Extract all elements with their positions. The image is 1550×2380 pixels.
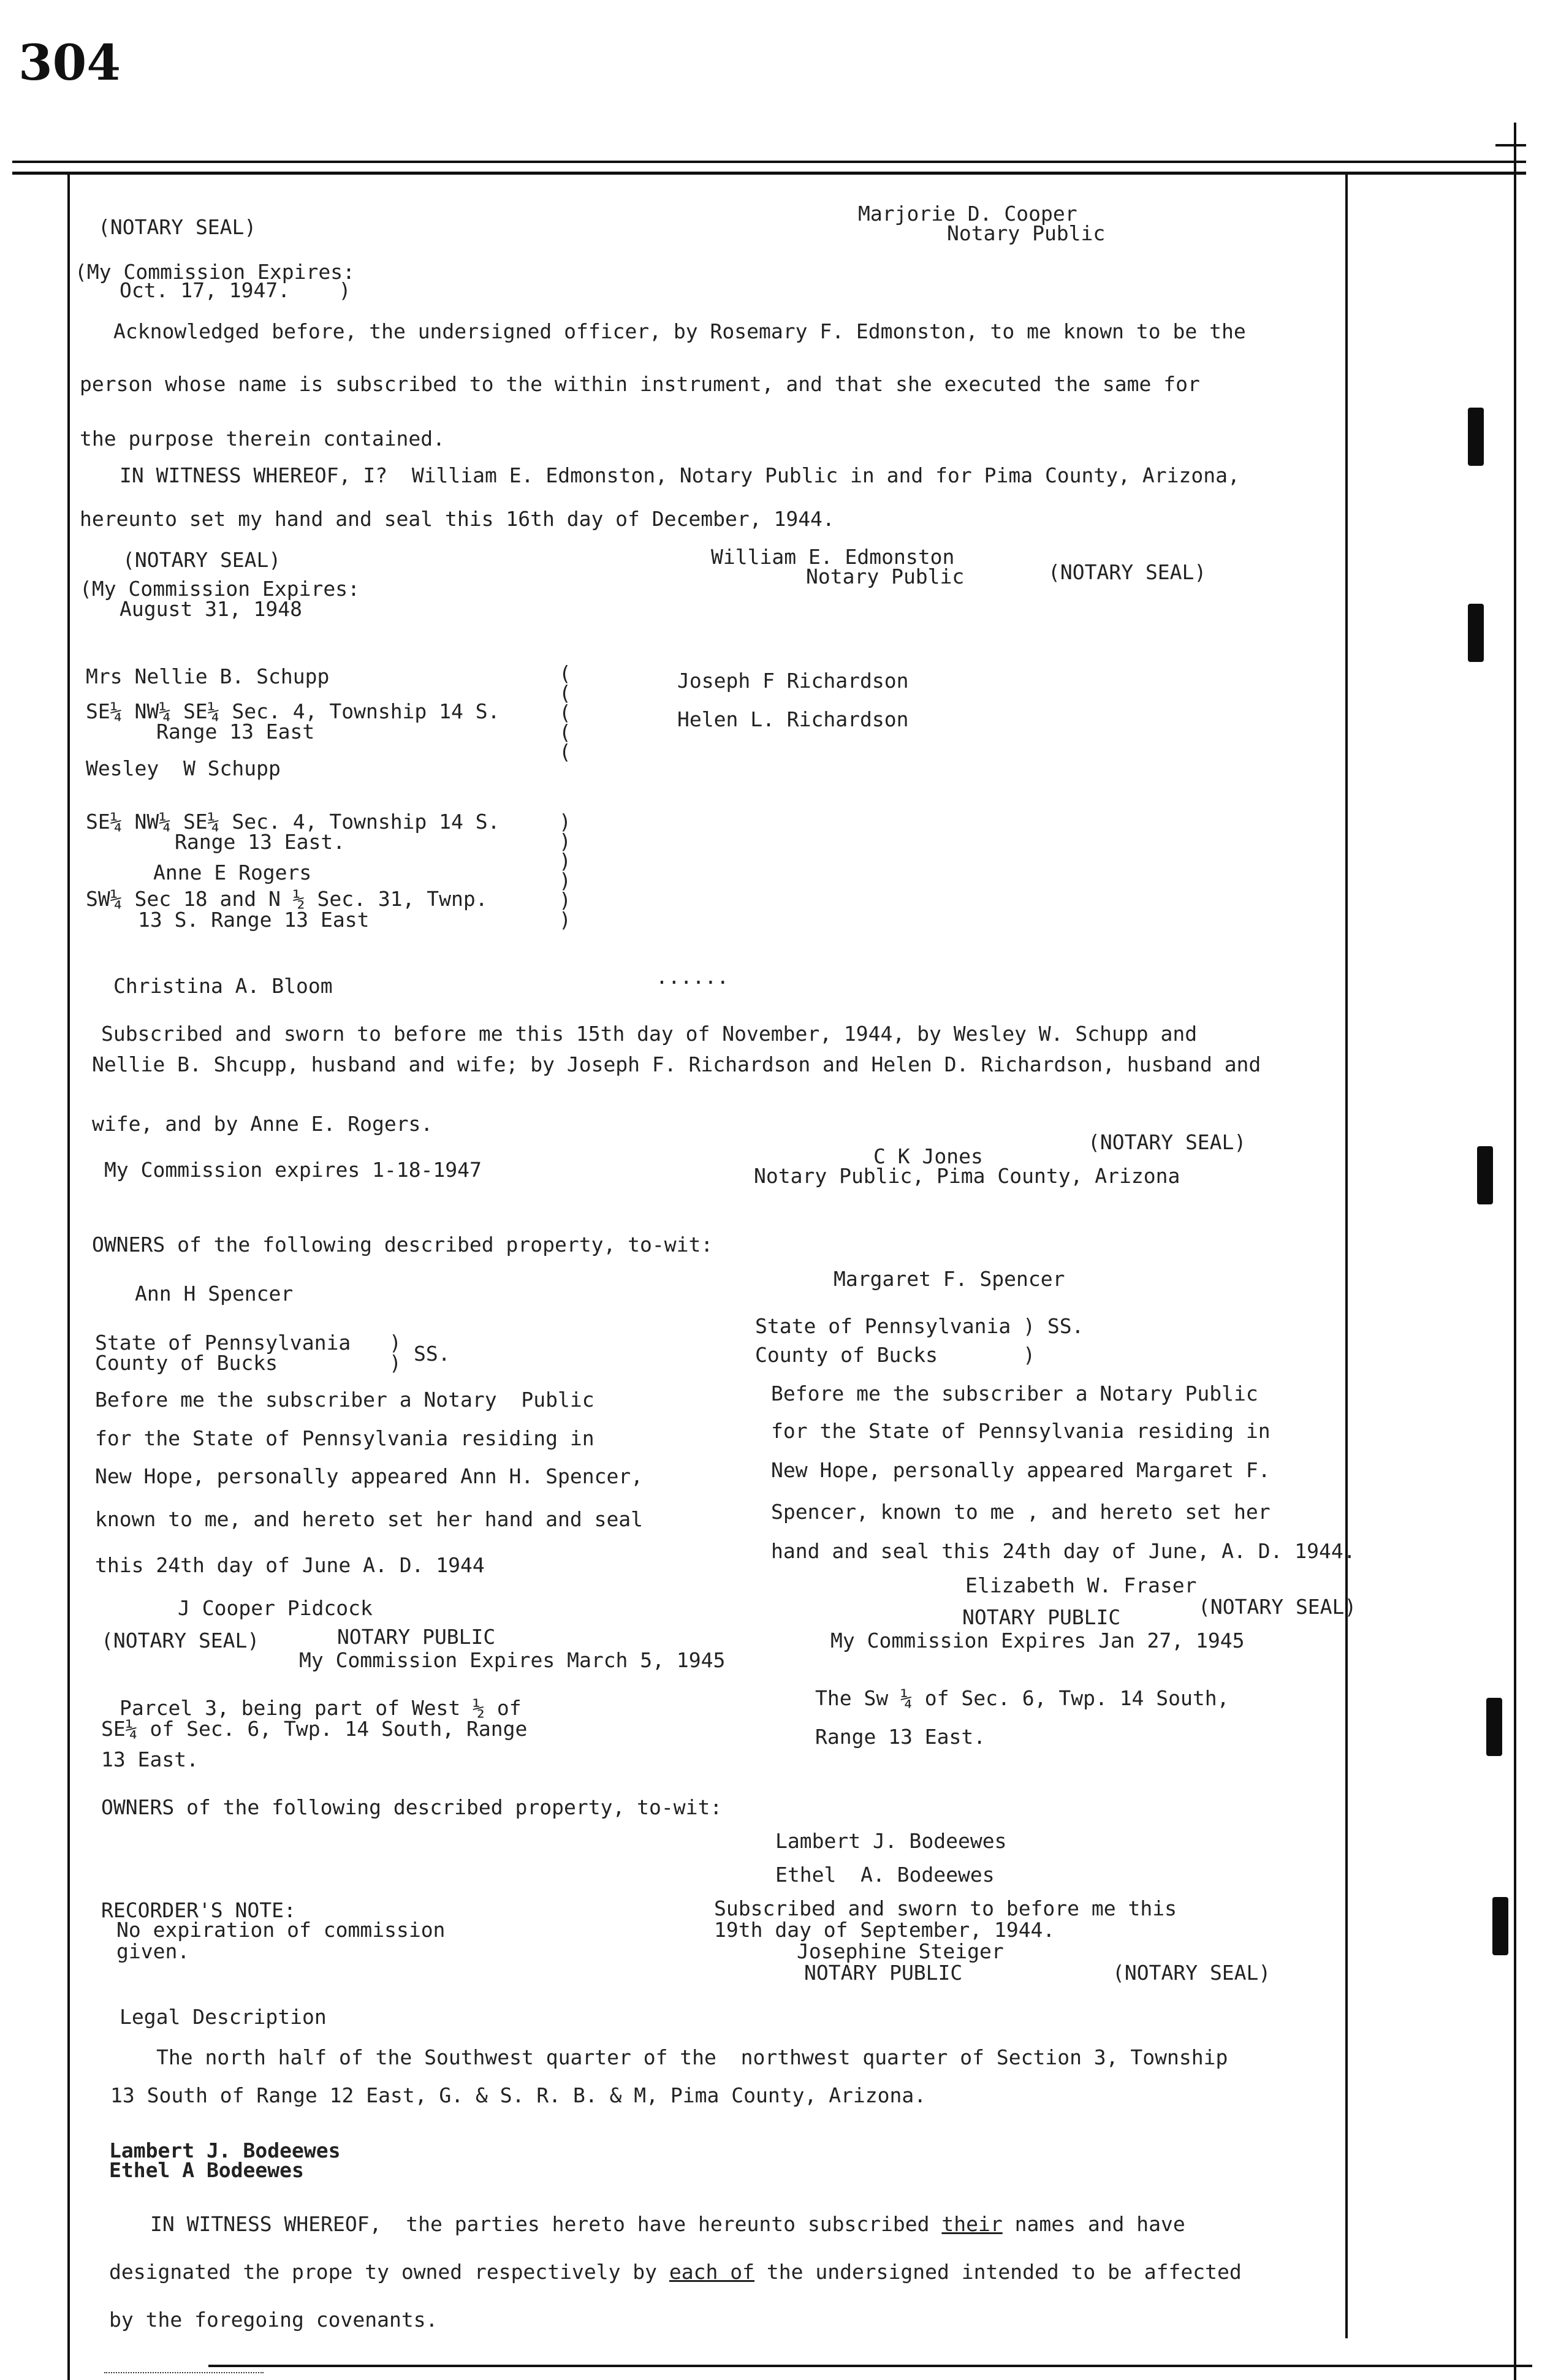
notary-name: C K Jones — [873, 1144, 983, 1168]
bottom-rule — [208, 2365, 1532, 2367]
property-description: Range 13 East. — [175, 830, 346, 854]
ack-line: Spencer, known to me , and hereto set her — [771, 1500, 1271, 1524]
binding-mark — [1468, 408, 1484, 466]
owner-name: Lambert J. Bodeewes — [109, 2139, 341, 2162]
witness-line: hereunto set my hand and seal this 16th day of December, 1944. — [80, 507, 835, 531]
owner-name: Mrs Nellie B. Schupp — [86, 664, 330, 688]
binding-mark — [1486, 1698, 1502, 1756]
commission-label: (My Commission Expires: — [80, 577, 360, 601]
notary-name: Elizabeth W. Fraser — [965, 1573, 1197, 1597]
ack-line: known to me, and hereto set her hand and seal — [95, 1507, 644, 1531]
property-description: 13 S. Range 13 East — [138, 908, 370, 932]
witness-clause-line: by the foregoing covenants. — [109, 2308, 438, 2332]
ack-line: New Hope, personally appeared Ann H. Spencer, — [95, 1464, 644, 1488]
notary-title: NOTARY PUBLIC — [962, 1605, 1121, 1629]
bracket: ( — [559, 740, 571, 764]
owner-name: Joseph F Richardson — [677, 669, 909, 693]
ack-line: for the State of Pennsylvania residing in — [95, 1426, 595, 1450]
jurat-line: Subscribed and sworn to before me this — [714, 1896, 1177, 1920]
ack-paragraph-line: Acknowledged before, the undersigned officer, by Rosemary F. Edmonston, to me known to be the — [113, 319, 1246, 343]
ack-line: hand and seal this 24th day of June, A. D. 1944. — [771, 1539, 1356, 1563]
owner-name: Ethel A Bodeewes — [109, 2158, 304, 2182]
notary-name: J Cooper Pidcock — [178, 1596, 373, 1620]
venue-state: State of Pennsylvania ) SS. — [755, 1314, 1084, 1338]
page-number: 304 — [18, 34, 121, 91]
ack-paragraph-line: person whose name is subscribed to the within instrument, and that she executed the same for — [80, 372, 1200, 396]
notary-title: Notary Public — [947, 221, 1106, 245]
owner-name: Margaret F. Spencer — [834, 1267, 1065, 1291]
binding-mark — [1468, 604, 1484, 662]
jurat-line: Subscribed and sworn to before me this 15th day of November, 1944, by Wesley W. Schupp and — [101, 1022, 1198, 1046]
owner-name: Lambert J. Bodeewes — [775, 1829, 1007, 1853]
notary-seal-label: (NOTARY SEAL) — [1088, 1130, 1247, 1154]
witness-line: IN WITNESS WHEREOF, I? William E. Edmonston, Notary Public in and for Pima County, Arizona, — [120, 463, 1240, 487]
bracket: ( — [559, 720, 571, 744]
bracket: ) — [559, 849, 571, 873]
property-description: Range 13 East — [156, 720, 315, 743]
signature-scribble — [104, 2354, 264, 2373]
ack-line: this 24th day of June A. D. 1944 — [95, 1553, 485, 1577]
notary-seal-label: (NOTARY SEAL) — [1112, 1961, 1271, 1985]
dots: ...... — [656, 965, 729, 989]
ack-paragraph-line: the purpose therein contained. — [80, 427, 446, 451]
property-description: 13 East. — [101, 1747, 199, 1771]
legal-description-line: The north half of the Southwest quarter of the northwest quarter of Section 3, Township — [156, 2045, 1228, 2069]
bracket: ) — [559, 810, 571, 834]
header-rule-right-tick — [1495, 144, 1526, 146]
venue-state: State of Pennsylvania — [95, 1331, 351, 1355]
bracket: ) — [389, 1331, 401, 1355]
property-description: SE¼ of Sec. 6, Twp. 14 South, Range — [101, 1717, 528, 1741]
recorders-note: given. — [116, 1939, 190, 1963]
commission-label: My Commission Expires Jan 27, 1945 — [830, 1629, 1245, 1652]
commission-label: (My Commission Expires: — [75, 260, 355, 284]
notary-seal-label: (NOTARY SEAL) — [1198, 1595, 1357, 1619]
commission-date: August 31, 1948 — [120, 597, 303, 621]
ack-line: for the State of Pennsylvania residing in — [771, 1419, 1271, 1443]
ss-label: SS. — [414, 1342, 450, 1366]
venue-county: County of Bucks — [95, 1351, 278, 1375]
bracket: ) — [559, 908, 571, 932]
property-description: The Sw ¼ of Sec. 6, Twp. 14 South, — [815, 1686, 1229, 1710]
owner-name: Ann H Spencer — [135, 1282, 294, 1306]
right-margin-rule — [1345, 175, 1348, 2338]
binding-mark — [1492, 1897, 1508, 1955]
legal-description-line: 13 South of Range 12 East, G. & S. R. B. & M, Pima County, Arizona. — [110, 2083, 927, 2107]
ack-line: Before me the subscriber a Notary Public — [771, 1382, 1258, 1405]
owner-name: Ethel A. Bodeewes — [775, 1863, 995, 1887]
ack-line: New Hope, personally appeared Margaret F. — [771, 1458, 1271, 1482]
property-description: SE¼ NW¼ SE¼ Sec. 4, Township 14 S. — [86, 699, 500, 723]
bracket: ( — [559, 701, 571, 724]
recorders-note: No expiration of commission — [116, 1918, 446, 1942]
property-description: SW¼ Sec 18 and N ½ Sec. 31, Twnp. — [86, 887, 488, 911]
jurat-line: Nellie B. Shcupp, husband and wife; by Joseph F. Richardson and Helen D. Richardson, husband and — [92, 1052, 1261, 1076]
left-margin-rule — [67, 175, 70, 2380]
notary-title: Notary Public, Pima County, Arizona — [754, 1164, 1180, 1188]
legal-description-heading: Legal Description — [120, 2005, 327, 2029]
notary-name: Josephine Steiger — [797, 1939, 1004, 1963]
owner-name: Christina A. Bloom — [113, 974, 333, 998]
bracket: ) — [559, 888, 571, 912]
commission-date: Oct. 17, 1947. ) — [120, 278, 351, 302]
property-description: Parcel 3, being part of West ½ of — [120, 1696, 522, 1720]
venue-county: County of Bucks ) — [755, 1343, 1035, 1367]
notary-seal-label: (NOTARY SEAL) — [98, 215, 257, 239]
notary-name: Marjorie D. Cooper — [858, 202, 1077, 226]
owner-name: Anne E Rogers — [153, 861, 312, 884]
bracket: ( — [559, 681, 571, 705]
notary-name: William E. Edmonston — [711, 545, 955, 569]
commission-label: My Commission expires 1-18-1947 — [104, 1158, 482, 1182]
bracket: ) — [559, 829, 571, 853]
witness-clause-line: IN WITNESS WHEREOF, the parties hereto have hereunto subscribed their names and have — [150, 2212, 1185, 2236]
notary-title: NOTARY PUBLIC — [804, 1961, 963, 1985]
owners-heading: OWNERS of the following described property, to-wit: — [92, 1233, 713, 1257]
owner-name: Helen L. Richardson — [677, 707, 909, 731]
owners-heading: OWNERS of the following described property, to-wit: — [101, 1795, 723, 1819]
commission-label: My Commission Expires March 5, 1945 — [299, 1648, 726, 1672]
bracket: ) — [559, 869, 571, 892]
page-edge-rule — [1514, 123, 1516, 2380]
property-description: SE¼ NW¼ SE¼ Sec. 4, Township 14 S. — [86, 810, 500, 834]
bracket: ) — [389, 1351, 401, 1375]
binding-mark — [1477, 1146, 1493, 1204]
witness-clause-line: designated the prope ty owned respectively by each of the undersigned intended to be affected — [109, 2260, 1242, 2284]
notary-seal-label: (NOTARY SEAL) — [1048, 560, 1207, 584]
notary-title: NOTARY PUBLIC — [337, 1625, 496, 1649]
notary-title: Notary Public — [806, 565, 965, 588]
jurat-line: 19th day of September, 1944. — [714, 1918, 1055, 1942]
header-rule-bottom — [12, 172, 1526, 175]
bracket: ( — [559, 661, 571, 685]
property-description: Range 13 East. — [815, 1725, 986, 1749]
jurat-line: wife, and by Anne E. Rogers. — [92, 1112, 433, 1136]
notary-seal-label: (NOTARY SEAL) — [101, 1629, 260, 1652]
owner-name: Wesley W Schupp — [86, 756, 281, 780]
ack-line: Before me the subscriber a Notary Public — [95, 1388, 595, 1412]
recorders-note-label: RECORDER'S NOTE: — [101, 1898, 296, 1922]
header-rule-top — [12, 161, 1526, 163]
notary-seal-label: (NOTARY SEAL) — [123, 548, 281, 572]
